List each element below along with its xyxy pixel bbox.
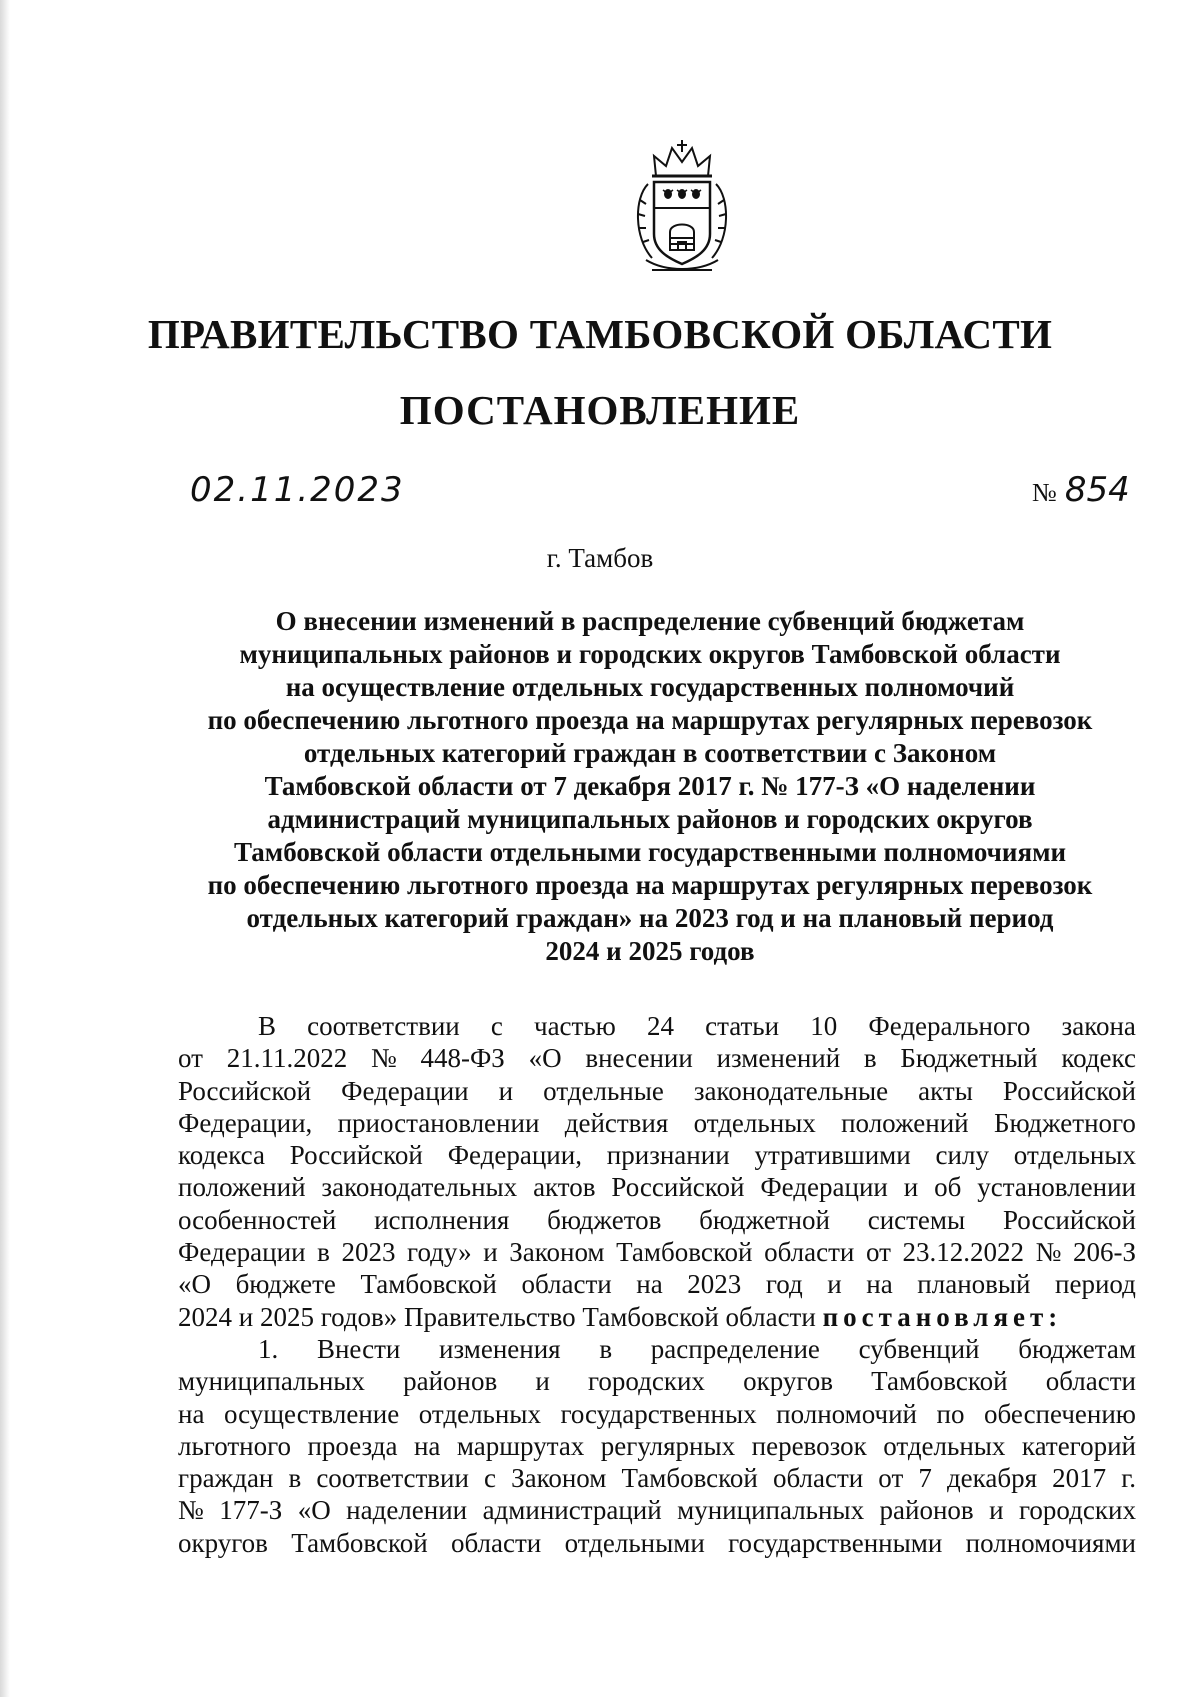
body-word: перевозок [751,1430,867,1461]
body-word: на [413,1430,441,1461]
body-word: № [1035,1237,1062,1268]
body-word: г. [1121,1463,1136,1494]
body-word: признании [606,1140,730,1171]
body-word: бюджетам [1018,1333,1136,1364]
body-word: № [370,1043,397,1074]
body-word: распределение [650,1333,820,1364]
title-line: администраций муниципальных районов и городских округов [267,804,1033,834]
body-word: силу [935,1140,989,1171]
body-word: 2023 [687,1269,742,1300]
body-word: об [934,1172,962,1203]
body-word: городских [1019,1495,1136,1526]
body-word: граждан [178,1463,274,1494]
body-word: и [989,1495,1004,1526]
body-word: с [490,1011,503,1041]
body-word: полномочиями [965,1527,1136,1558]
body-word: Федерального [868,1011,1031,1041]
body-word: полномочий [776,1398,918,1429]
body-word: муниципальных [677,1495,865,1526]
body-word: в [317,1237,330,1268]
title-line: Тамбовской области от 7 декабря 2017 г. № 177-З «О наделении [264,771,1036,801]
body-word: 23.12.2022 [902,1237,1025,1268]
title-line: отдельных категорий граждан» на 2023 год и на плановый период [246,903,1054,933]
body-word: городских [588,1366,705,1397]
body-line [178,1462,1136,1494]
body-line [178,1301,1136,1333]
document-number [1032,470,1130,510]
body-line [178,1204,1136,1236]
body-word: от [178,1043,203,1074]
body-word: по [936,1398,965,1429]
body-word: Федерации, [178,1107,313,1138]
body-word: округов [743,1366,833,1397]
body-word: регулярных [600,1430,736,1461]
body-word: области [450,1527,542,1558]
title-line: 2024 и 2025 годов [545,936,755,966]
body-word: обеспечению [984,1398,1136,1429]
body-line-text: 2024 и 2025 годов» Правительство Тамбовской области [178,1301,816,1332]
body-word: акты [918,1075,973,1106]
body-word: изменений [716,1043,841,1074]
body-line [178,1010,1136,1042]
body-word: частью [533,1011,616,1041]
body-line [178,1365,1136,1397]
body-word: бюджете [235,1269,336,1300]
body-line [178,1139,1136,1171]
title-line: на осуществление отдельных государственных полномочий [285,672,1015,702]
document-type: ПОСТАНОВЛЕНИЕ [399,387,801,433]
body-word: Тамбовской [291,1527,428,1558]
body-word: на [178,1398,205,1429]
body-word: 177-З [219,1495,283,1526]
body-word: бюджетов [547,1204,662,1235]
body-word: изменения [439,1333,561,1364]
body-word: в [863,1043,877,1074]
body-word: особенностей [178,1204,337,1235]
body-word: в [599,1333,613,1364]
body-word: законодательных [321,1172,518,1203]
body-word: муниципальных [178,1366,365,1397]
body-word: категорий [1021,1430,1136,1461]
body-word: области [764,1237,855,1268]
body-word: отдельные [543,1075,664,1106]
body-word: Российской [611,1172,745,1203]
body-word: и [498,1075,514,1106]
body-word: В [258,1011,277,1041]
body-word: кодекса [178,1140,265,1171]
body-line [178,1107,1136,1139]
body-word: актов [533,1172,596,1203]
body-line [178,1268,1136,1300]
body-word: Внести [316,1333,401,1364]
body-word: Тамбовской [616,1237,753,1268]
body-word: Российской [178,1075,312,1106]
body-word: льготного [178,1430,291,1461]
body-word: отдельных [418,1398,541,1429]
body-word: 448-ФЗ [420,1043,505,1074]
body-word: законодательные [693,1075,889,1106]
body-word: плановый [917,1269,1031,1300]
body-line [178,1430,1136,1462]
body-word: Федерации [760,1172,888,1203]
document-title [170,605,1130,968]
document-body [178,1010,1136,1559]
number-sign: № [1032,478,1057,507]
body-line [178,1042,1136,1074]
body-word: кодекс [1061,1043,1136,1074]
body-word: Тамбовской [871,1366,1008,1397]
body-word: Тамбовской [621,1463,758,1494]
document-date: 02.11.2023 [190,470,405,510]
body-word: положений [178,1172,306,1203]
body-word: с [483,1463,496,1494]
body-word: закона [1061,1011,1136,1041]
coat-of-arms-icon [626,138,738,278]
body-word: внесении [585,1043,693,1074]
body-word: округов [178,1527,268,1558]
body-word: 1. [258,1333,279,1364]
title-line: по обеспечению льготного проезда на маршрутах регулярных перевозок [207,705,1093,735]
body-word: области [1045,1366,1136,1397]
body-word: администраций [482,1495,662,1526]
body-word: бюджетной [699,1204,830,1235]
body-word: «О [297,1495,331,1526]
title-line: по обеспечению льготного проезда на маршрутах регулярных перевозок [207,870,1093,900]
body-word: Тамбовской [360,1269,497,1300]
body-word: исполнения [374,1204,510,1235]
body-word: и [827,1269,842,1300]
body-word: субвенций [858,1333,980,1364]
body-word: наделении [346,1495,468,1526]
body-word: от [878,1463,904,1494]
body-word: Российской [1002,1204,1136,1235]
body-word: Бюджетный [900,1043,1038,1074]
body-word: осуществление [223,1398,400,1429]
body-word: Законом [509,1237,605,1268]
body-word: соответствии [316,1463,469,1494]
body-word: от [865,1237,891,1268]
body-word: отдельных [693,1107,816,1138]
body-word: «О [528,1043,562,1074]
body-word: на [636,1269,663,1300]
title-line: муниципальных районов и городских округов Тамбовской области [239,639,1061,669]
body-word: статьи [705,1011,780,1041]
body-word: Федерации [341,1075,469,1106]
body-word: отдельных [883,1430,1006,1461]
body-line [178,1236,1136,1268]
body-word: в [288,1463,302,1494]
body-word: и [483,1237,498,1268]
body-word: установлении [977,1172,1136,1203]
body-word: области [521,1269,612,1300]
body-word: соответствии [307,1011,460,1041]
body-word: 10 [810,1011,838,1041]
body-word: приостановлении [337,1107,540,1138]
body-word: области [772,1463,864,1494]
body-word: проезда [307,1430,398,1461]
body-word: году» [407,1237,472,1268]
body-line [178,1075,1136,1107]
scan-edge-shadow [0,0,10,1697]
body-word: № [178,1495,204,1526]
organization-name: ПРАВИТЕЛЬСТВО ТАМБОВСКОЙ ОБЛАСТИ [147,311,1053,357]
body-word: государственными [728,1527,943,1558]
body-word: районов [879,1495,974,1526]
city-line: г. Тамбов [546,543,654,573]
body-word: год [765,1269,803,1300]
body-word: 2023 [341,1237,396,1268]
body-word: системы [867,1204,966,1235]
title-line: отдельных категорий граждан в соответствии с Законом [303,738,997,768]
body-line [178,1527,1136,1559]
body-word: государственных [560,1398,757,1429]
body-word: Федерации [178,1237,306,1268]
body-word: Законом [511,1463,607,1494]
body-word: 7 [918,1463,932,1494]
body-word: Российской [1002,1075,1136,1106]
body-word: действия [564,1107,669,1138]
body-word: «О [178,1269,211,1300]
body-word: период [1055,1269,1136,1300]
body-word: и [903,1172,919,1203]
body-word: Российской [289,1140,423,1171]
body-word: утратившими [754,1140,911,1171]
body-word: отдельных [1013,1140,1136,1171]
body-line [178,1333,1136,1365]
body-word: маршрутах [456,1430,585,1461]
body-word: декабря [946,1463,1038,1494]
body-word: Федерации, [447,1140,582,1171]
decree-word: постановляет: [822,1301,1063,1332]
title-line: О внесении изменений в распределение субвенций бюджетам [275,606,1025,636]
body-word: 24 [646,1011,674,1041]
body-line [178,1398,1136,1430]
body-word: 21.11.2022 [226,1043,348,1074]
body-word: отдельными [564,1527,705,1558]
title-line: Тамбовской области отдельными государственными полномочиями [233,837,1067,867]
body-line [178,1494,1136,1526]
body-word: положений [841,1107,969,1138]
body-word: на [866,1269,893,1300]
body-line [178,1171,1136,1203]
number-value: 854 [1064,470,1130,510]
body-word: районов [403,1366,498,1397]
body-word: 206-З [1072,1237,1136,1268]
body-word: Бюджетного [993,1107,1136,1138]
body-word: 2017 [1052,1463,1107,1494]
body-word: и [535,1366,550,1397]
